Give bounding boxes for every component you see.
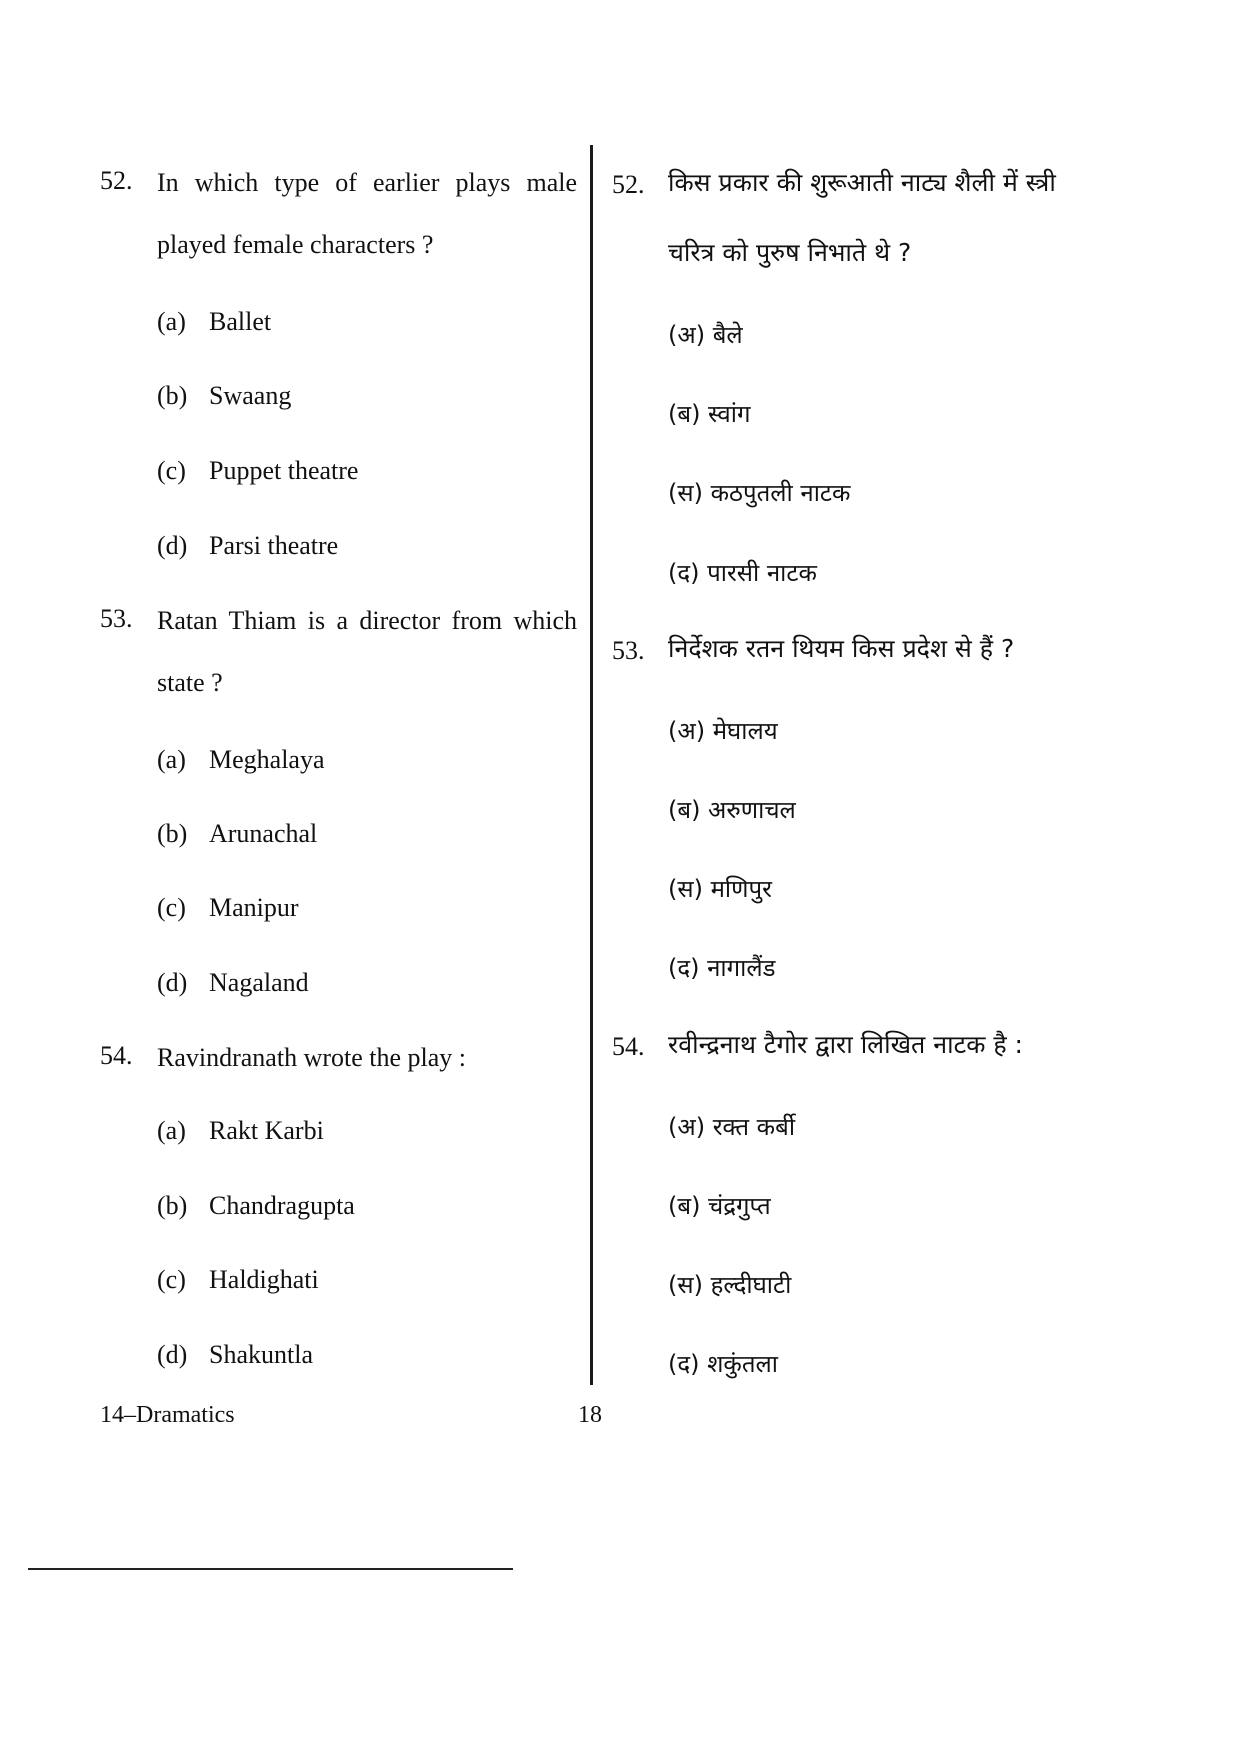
option-d: (द) शकुंतला xyxy=(668,1350,779,1378)
option-b: (b) Arunachal xyxy=(157,819,318,848)
option-c: (c) Puppet theatre xyxy=(157,456,359,485)
option-c: (स) कठपुतली नाटक xyxy=(668,479,851,507)
option-a: (a) Ballet xyxy=(157,307,272,336)
question-text: Ravindranath wrote the play : xyxy=(157,1043,467,1072)
option-d: (द) नागालैंड xyxy=(668,954,776,982)
option-c: (स) मणिपुर xyxy=(668,875,772,903)
option-c: (c) Manipur xyxy=(157,893,299,922)
option-d: (d) Shakuntla xyxy=(157,1340,313,1369)
question-text: निर्देशक रतन थियम किस प्रदेश से हैं ? xyxy=(668,634,1015,663)
option-a: (अ) बैले xyxy=(668,321,743,349)
option-a: (a) Rakt Karbi xyxy=(157,1116,324,1145)
question-text: किस प्रकार की शुरूआती नाट्य शैली में स्त्री चरित्र को पुरुष निभाते थे ? xyxy=(668,168,1056,267)
bottom-rule xyxy=(28,1568,513,1570)
option-c: (c) Haldighati xyxy=(157,1265,319,1294)
option-b: (ब) स्वांग xyxy=(668,400,751,428)
option-d: (द) पारसी नाटक xyxy=(668,559,817,587)
question-text: Ratan Thiam is a director from which state ? xyxy=(157,606,577,697)
option-b: (ब) अरुणाचल xyxy=(668,796,796,824)
question-number: 53. xyxy=(100,604,133,633)
option-b: (b) Chandragupta xyxy=(157,1191,355,1220)
hindi-column xyxy=(600,0,1160,1420)
english-column xyxy=(0,0,590,1420)
question-number: 53. xyxy=(612,636,645,665)
option-a: (अ) मेघालय xyxy=(668,717,778,745)
question-number: 52. xyxy=(612,170,645,199)
option-b: (ब) चंद्रगुप्त xyxy=(668,1192,771,1220)
page-number: 18 xyxy=(578,1402,602,1428)
booklet-code: 14–Dramatics xyxy=(100,1402,235,1428)
option-c: (स) हल्दीघाटी xyxy=(668,1271,792,1299)
question-text: In which type of earlier plays male played female characters ? xyxy=(157,168,577,259)
question-number: 52. xyxy=(100,166,133,195)
option-a: (a) Meghalaya xyxy=(157,745,325,774)
column-divider xyxy=(590,145,593,1385)
question-number: 54. xyxy=(100,1041,133,1070)
question-number: 54. xyxy=(612,1032,645,1061)
option-d: (d) Nagaland xyxy=(157,968,309,997)
question-text: रवीन्द्रनाथ टैगोर द्वारा लिखित नाटक है : xyxy=(668,1030,1023,1059)
option-a: (अ) रक्त कर्बी xyxy=(668,1113,796,1141)
option-b: (b) Swaang xyxy=(157,381,292,410)
option-d: (d) Parsi theatre xyxy=(157,531,339,560)
